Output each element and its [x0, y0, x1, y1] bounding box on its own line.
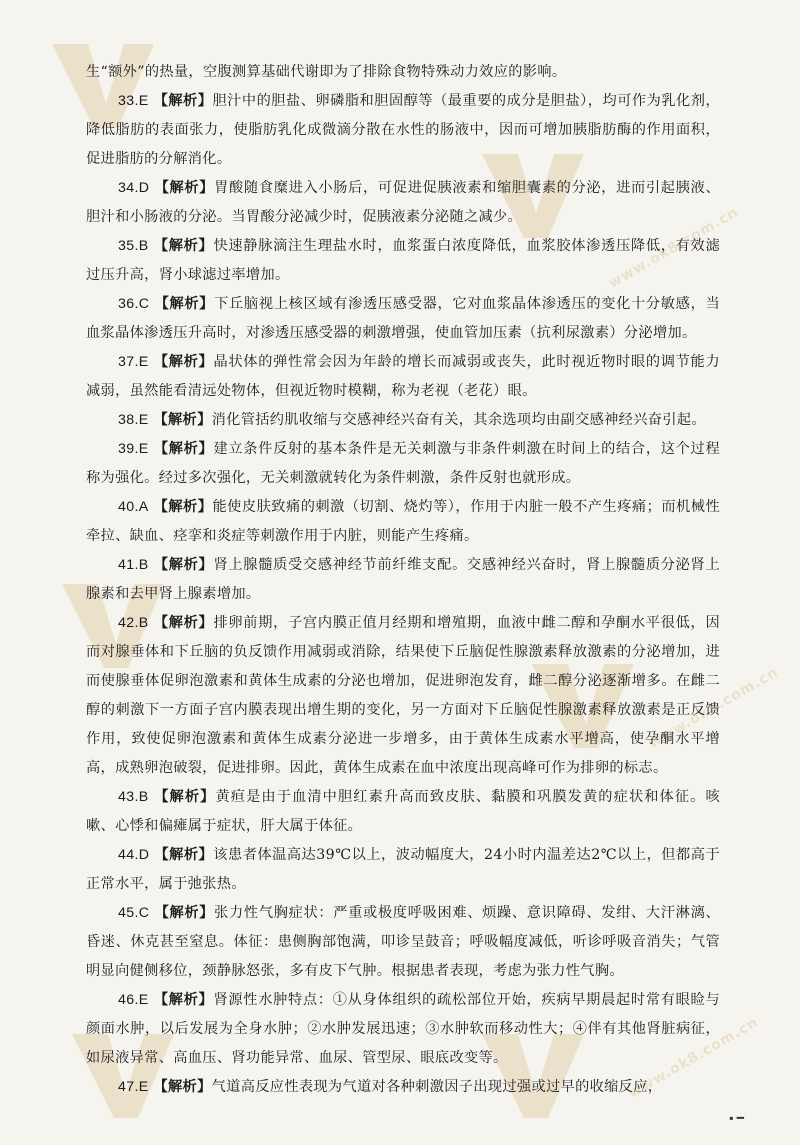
- analysis-tag: 【解析】: [153, 615, 214, 631]
- question-number: 40.A: [118, 499, 149, 515]
- explanation-text: 肾上腺髓质受交感神经节前纤维支配。交感神经兴奋时，肾上腺髓质分泌肾上腺素和去甲肾上腺素增加。: [86, 557, 720, 602]
- analysis-tag: 【解析】: [153, 354, 214, 370]
- answer-explanation: [86, 435, 720, 493]
- question-number: 34.D: [118, 180, 150, 196]
- analysis-tag: 【解析】: [154, 789, 216, 805]
- page-corner-mark: ▪ ━: [729, 1111, 744, 1125]
- analysis-tag: 【解析】: [154, 905, 215, 921]
- explanation-text: 排卵前期，子宫内膜正值月经期和增殖期，血液中雌二醇和孕酮水平很低，因而对腺垂体和下丘脑的负反馈作用减弱或消除，结果使下丘脑促性腺激素释放激素的分泌增加，进而使腺垂体促卵泡激素和黄体生成素的分泌也增加，促进卵泡发育，雌二醇分泌逐渐增多。在雌二醇的刺激下一方面子宫内膜表现出增生期的变化，另一方面对下丘脑促性腺激素释放激素是正反馈作用，致使促卵泡激素和黄体生成素分泌进一步增多，由于黄体生成素水平增高，使孕酮水平增高，成熟卵泡破裂，促进排卵。因此，黄体生成素在血中浓度出现高峰可作为排卵的标志。: [86, 615, 720, 776]
- explanation-text: 张力性气胸症状：严重或极度呼吸困难、烦躁、意识障碍、发绀、大汗淋漓、昏迷、休克甚至窒息。体征：患侧胸部饱满，叩诊呈鼓音；呼吸幅度减低，听诊呼吸音消失；气管明显向健侧移位，颈静脉怒张，多有皮下气肿。根据患者表现，考虑为张力性气胸。: [86, 905, 720, 979]
- watermark-site-text: www.ok8.com.cn: [605, 204, 742, 292]
- explanation-text: 下丘脑视上核区域有渗透压感受器，它对血浆晶体渗透压的变化十分敏感，当血浆晶体渗透压升高时，对渗透压感受器的刺激增强，使血管加压素（抗利尿激素）分泌增加。: [86, 296, 720, 341]
- question-number: 37.E: [118, 354, 149, 370]
- explanation-text: 能使皮肤致痛的刺激（切割、烧灼等），作用于内脏一般不产生疼痛；而机械性牵拉、缺血、痉挛和炎症等刺激作用于内脏，则能产生疼痛。: [86, 499, 720, 544]
- question-number: 33.E: [118, 93, 149, 109]
- question-number: 46.E: [118, 992, 149, 1008]
- explanation-text: 胃酸随食糜进入小肠后，可促进促胰液素和缩胆囊素的分泌，进而引起胰液、胆汁和小肠液的分泌。当胃酸分泌减少时，促胰液素分泌随之减少。: [86, 180, 720, 225]
- answer-explanation: [86, 609, 720, 783]
- analysis-tag: 【解析】: [153, 557, 214, 573]
- question-number: 39.E: [118, 441, 149, 457]
- analysis-tag: 【解析】: [153, 499, 213, 515]
- answer-explanation: [86, 290, 720, 348]
- analysis-tag: 【解析】: [153, 441, 214, 457]
- explanation-text: 肾源性水肿特点：①从身体组织的疏松部位开始，疾病早期晨起时常有眼睑与颜面水肿，以后发展为全身水肿；②水肿发展迅速；③水肿软而移动性大；④伴有其他肾脏病征，如尿液异常、高血压、肾功能异常、血尿、管型尿、眼底改变等。: [86, 992, 720, 1066]
- answer-explanation: [86, 783, 720, 841]
- answer-explanations: [86, 58, 720, 1102]
- question-number: 35.B: [118, 238, 149, 254]
- explanation-text: 胆汁中的胆盐、卵磷脂和胆固醇等（最重要的成分是胆盐），均可作为乳化剂，降低脂肪的表面张力，使脂肪乳化成微滴分散在水性的肠液中，因而可增加胰脂肪酶的作用面积，促进脂肪的分解消化。: [86, 93, 720, 167]
- question-number: 38.E: [118, 412, 149, 428]
- answer-explanation: [86, 87, 720, 174]
- explanation-text: 消化管括约肌收缩与交感神经兴奋有关，其余选项均由副交感神经兴奋引起。: [211, 412, 706, 428]
- explanation-text: 该患者体温高达39℃以上，波动幅度大，24小时内温差达2℃以上，但都高于正常水平，属于弛张热。: [86, 847, 720, 892]
- watermark-site-text: www.ok8.com.cn: [625, 1014, 762, 1102]
- analysis-tag: 【解析】: [154, 847, 214, 863]
- question-number: 36.C: [118, 296, 150, 312]
- analysis-tag: 【解析】: [153, 1079, 212, 1095]
- analysis-tag: 【解析】: [153, 238, 214, 254]
- watermark-site-text: www.ok8.com.cn: [645, 664, 782, 752]
- explanation-text: 快速静脉滴注生理盐水时，血浆蛋白浓度降低，血浆胶体渗透压降低，有效滤过压升高，肾小球滤过率增加。: [86, 238, 720, 283]
- answer-explanation: [86, 841, 720, 899]
- explanation-text: 建立条件反射的基本条件是无关刺激与非条件刺激在时间上的结合，这个过程称为强化。经过多次强化，无关刺激就转化为条件刺激，条件反射也就形成。: [86, 441, 720, 486]
- analysis-tag: 【解析】: [154, 296, 215, 312]
- answer-explanation: [86, 232, 720, 290]
- question-number: 45.C: [118, 905, 150, 921]
- answer-explanation: [86, 348, 720, 406]
- question-number: 42.B: [118, 615, 149, 631]
- explanation-text: 黄疸是由于血清中胆红素升高而致皮肤、黏膜和巩膜发黄的症状和体征。咳嗽、心悸和偏瘫属于症状，肝大属于体征。: [86, 789, 720, 834]
- question-number: 44.D: [118, 847, 150, 863]
- analysis-tag: 【解析】: [153, 992, 214, 1008]
- continued-text: [86, 58, 720, 87]
- answer-explanation: [86, 986, 720, 1073]
- answer-explanation: [86, 406, 720, 435]
- answer-explanation: [86, 1073, 720, 1102]
- answer-explanation: [86, 174, 720, 232]
- analysis-tag: 【解析】: [153, 412, 212, 428]
- analysis-tag: 【解析】: [154, 180, 215, 196]
- explanation-text: 气道高反应性表现为气道对各种刺激因子出现过强或过早的收缩反应，: [211, 1079, 663, 1095]
- answer-explanation: [86, 551, 720, 609]
- answer-explanation: [86, 899, 720, 986]
- question-number: 41.B: [118, 557, 149, 573]
- question-number: 47.E: [118, 1079, 149, 1095]
- question-number: 43.B: [118, 789, 149, 805]
- answer-explanation: [86, 493, 720, 551]
- explanation-text: 生“额外”的热量，空腹测算基础代谢即为了排除食物特殊动力效应的影响。: [86, 64, 567, 80]
- analysis-tag: 【解析】: [153, 93, 213, 109]
- explanation-text: 晶状体的弹性常会因为年龄的增长而减弱或丧失，此时视近物时眼的调节能力减弱，虽然能看清远处物体，但视近物时模糊，称为老视（老花）眼。: [86, 354, 720, 399]
